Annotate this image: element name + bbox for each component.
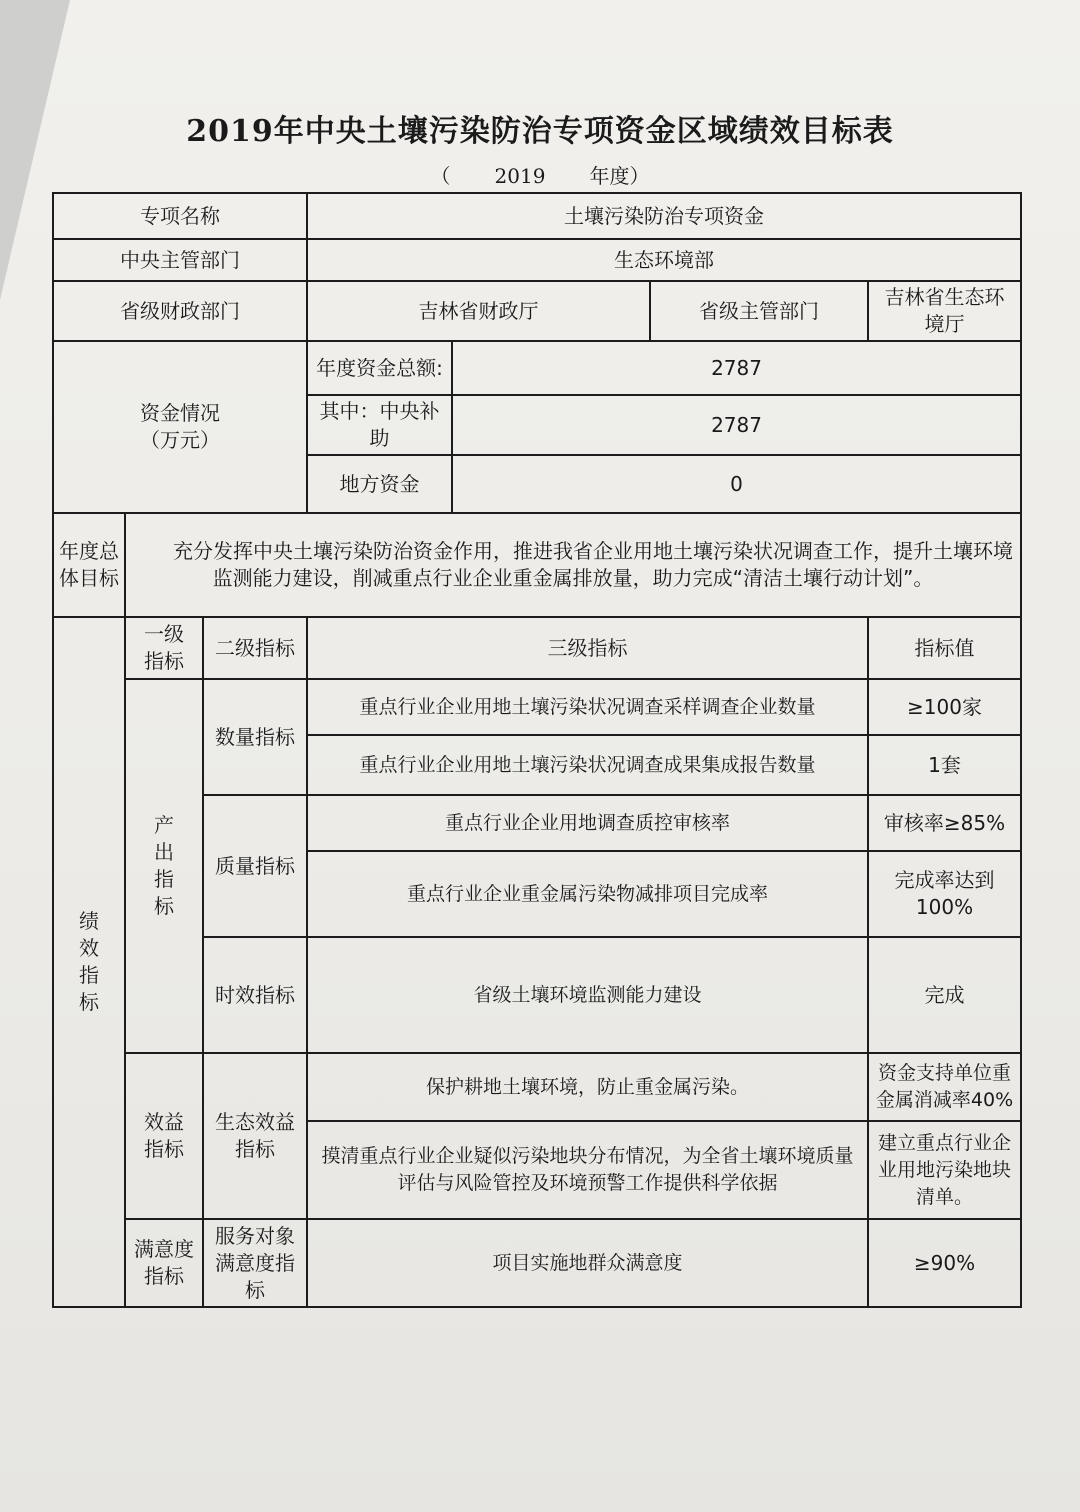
table-row: [53, 679, 1021, 735]
prov-finance-value: 吉林省财政厅: [307, 281, 650, 341]
indicator-value: 完成: [868, 937, 1021, 1053]
row-project-name: [53, 193, 1021, 239]
performance-target-table: [52, 192, 1022, 1308]
fund-local-value: 0: [452, 455, 1021, 513]
header-level3: 三级指标: [307, 617, 868, 679]
indicator-text: 重点行业企业用地调查质控审核率: [307, 795, 868, 851]
fund-central-label: 其中：中央补助: [307, 395, 452, 455]
indicator-text: 重点行业企业用地土壤污染状况调查采样调查企业数量: [307, 679, 868, 735]
funds-label: 资金情况 （万元）: [53, 341, 307, 513]
indicator-text: 重点行业企业用地土壤污染状况调查成果集成报告数量: [307, 735, 868, 795]
indicator-text: 重点行业企业重金属污染物减排项目完成率: [307, 851, 868, 937]
row-fund-total: [53, 341, 1021, 395]
indicator-value: 1套: [868, 735, 1021, 795]
prov-finance-label: 省级财政部门: [53, 281, 307, 341]
output-indicator-label: 产 出 指 标: [125, 679, 203, 1053]
row-annual-goal: [53, 513, 1021, 617]
timeliness-indicator-label: 时效指标: [203, 937, 307, 1053]
indicator-value: 完成率达到100%: [868, 851, 1021, 937]
fund-central-value: 2787: [452, 395, 1021, 455]
indicator-text: 摸清重点行业企业疑似污染地块分布情况，为全省土壤环境质量评估与风险管控及环境预警工作提供科学依据: [307, 1121, 868, 1219]
indicator-value: 建立重点行业企业用地污染地块清单。: [868, 1121, 1021, 1219]
eco-benefit-indicator-label: 生态效益 指标: [203, 1053, 307, 1219]
service-satisfaction-label: 服务对象 满意度指标: [203, 1219, 307, 1307]
indicator-text: 省级土壤环境监测能力建设: [307, 937, 868, 1053]
row-indicator-headers: [53, 617, 1021, 679]
header-level1: 一级 指标: [125, 617, 203, 679]
document-subtitle: [0, 160, 1080, 189]
indicator-value: 资金支持单位重金属消减率40%: [868, 1053, 1021, 1121]
document-title: 2019年中央土壤污染防治专项资金区域绩效目标表: [186, 114, 894, 149]
project-name-value: 土壤污染防治专项资金: [307, 193, 1021, 239]
subtitle-unit: 年度）: [589, 164, 650, 188]
satisfaction-indicator-label: 满意度 指标: [125, 1219, 203, 1307]
fund-total-value: 2787: [452, 341, 1021, 395]
table-row: [53, 1053, 1021, 1121]
quantity-indicator-label: 数量指标: [203, 679, 307, 795]
annual-goal-label: 年度总 体目标: [53, 513, 125, 617]
row-provincial-dept: [53, 281, 1021, 341]
indicator-value: ≥90%: [868, 1219, 1021, 1307]
indicator-text: 保护耕地土壤环境，防止重金属污染。: [307, 1053, 868, 1121]
fund-local-label: 地方资金: [307, 455, 452, 513]
perf-indicator-label: 绩 效 指 标: [53, 617, 125, 1307]
central-dept-label: 中央主管部门: [53, 239, 307, 281]
table-row: [53, 1219, 1021, 1307]
fund-total-label: 年度资金总额:: [307, 341, 452, 395]
prov-dept-value: 吉林省生态环境厅: [868, 281, 1021, 341]
subtitle-year: 2019: [494, 164, 546, 188]
indicator-value: ≥100家: [868, 679, 1021, 735]
prov-dept-label: 省级主管部门: [650, 281, 868, 341]
central-dept-value: 生态环境部: [307, 239, 1021, 281]
quality-indicator-label: 质量指标: [203, 795, 307, 937]
indicator-value: 审核率≥85%: [868, 795, 1021, 851]
subtitle-open: （: [430, 164, 451, 188]
header-value: 指标值: [868, 617, 1021, 679]
project-name-label: 专项名称: [53, 193, 307, 239]
benefit-indicator-label: 效益 指标: [125, 1053, 203, 1219]
header-level2: 二级指标: [203, 617, 307, 679]
row-central-dept: [53, 239, 1021, 281]
indicator-text: 项目实施地群众满意度: [307, 1219, 868, 1307]
annual-goal-text: 充分发挥中央土壤污染防治资金作用，推进我省企业用地土壤污染状况调查工作，提升土壤环境监测能力建设，削减重点行业企业重金属排放量，助力完成“清洁土壤行动计划”。: [125, 513, 1021, 617]
